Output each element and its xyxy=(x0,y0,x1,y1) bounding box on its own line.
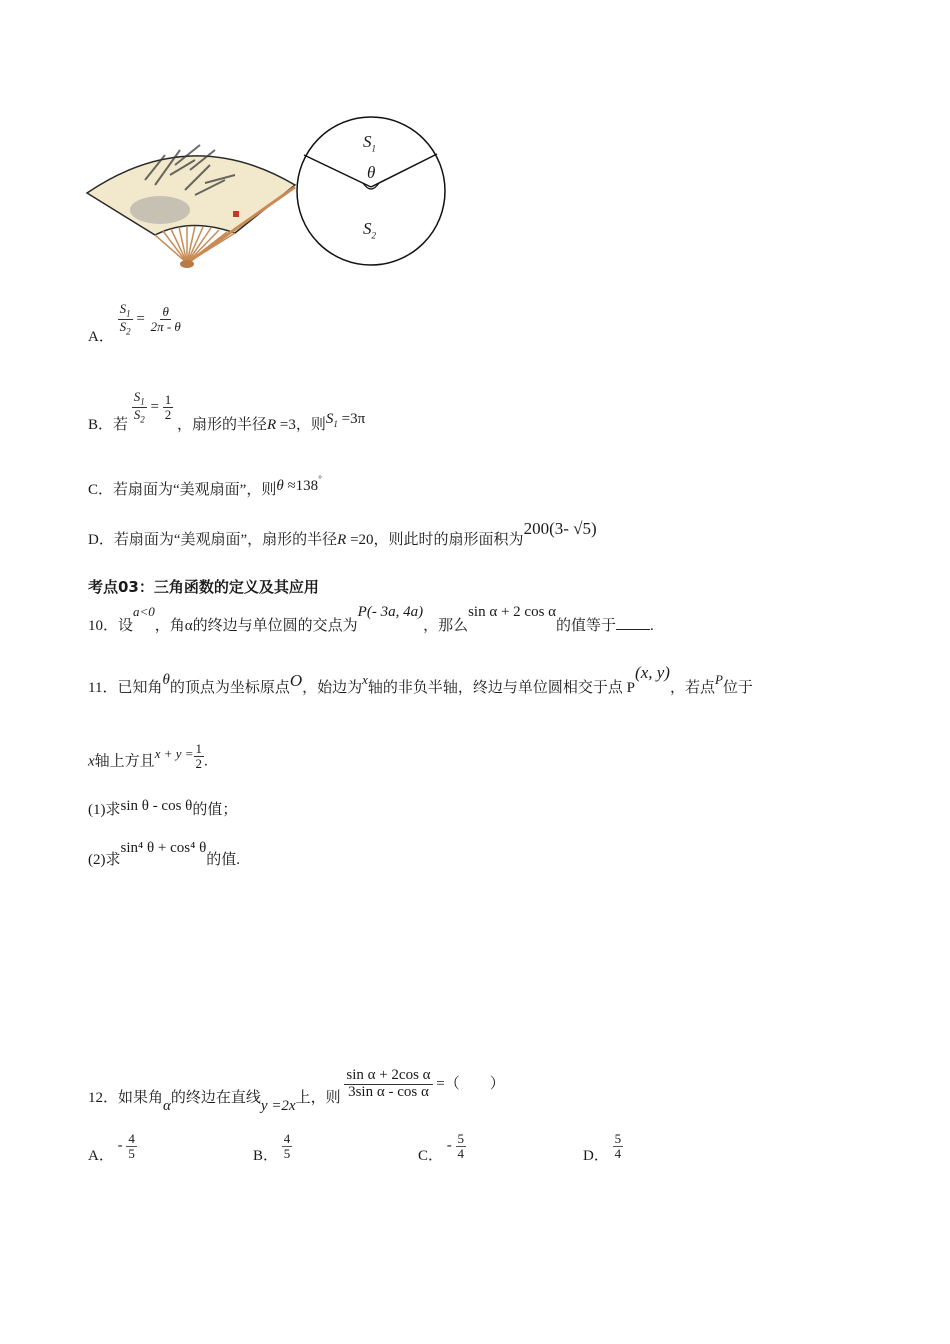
s1-label: $S_1$ xyxy=(363,132,376,154)
fraction: $\frac{1}{2}$ xyxy=(164,392,172,423)
theta-label: θ xyxy=(367,163,376,182)
question-12: 12．如果角α的终边在直线y =2x上，则 $\frac{\text{sin α + 2cos α}}{\text{3sin α - cos α}}$ =（ ） xyxy=(88,1067,505,1114)
sector-diagram xyxy=(295,115,450,270)
q12-option-b[interactable]: B． $\frac{4}{5}$ xyxy=(253,1131,291,1164)
q9-option-b: B．若 $\frac{S_1}{S_2}$ = $\frac{1}{2}$ ，扇形的半径R =3，则$S_1 =3\pi$ xyxy=(88,389,366,433)
fraction: $\frac{4}{5}$ xyxy=(128,1131,135,1161)
fraction: $\frac{1}{2}$ xyxy=(195,741,203,771)
fraction: $\frac{S_1}{S_2}$ xyxy=(119,301,131,337)
q12-option-d[interactable]: D． $\frac{5}{4}$ xyxy=(583,1131,622,1164)
q12-option-a[interactable]: A． - $\frac{4}{5}$ xyxy=(88,1131,135,1164)
q9-option-a: A． $\frac{S_1}{S_2}$ = $\frac{\theta}{2\pi - \theta}$ xyxy=(88,301,181,345)
question-11: 11．已知角θ的顶点为坐标原点O，始边为x轴的非负半轴，终边与单位圆相交于点 P(x, y)，若点P位于 xyxy=(88,663,753,696)
fraction: $\frac{\text{sin α + 2cos α}}{\text{3sin α - cos α}}$ xyxy=(346,1067,431,1100)
s2-label: $S_2$ xyxy=(363,219,376,241)
fraction: $\frac{S_1}{S_2}$ xyxy=(133,389,145,425)
question-11-line2: x轴上方且x + y = $\frac{1}{2}$ . xyxy=(88,741,208,771)
section-heading: 考点03：三角函数的定义及其应用 xyxy=(88,578,319,596)
fan-figure xyxy=(85,135,300,270)
fraction: $\frac{5}{4}$ xyxy=(457,1131,465,1161)
q12-option-c[interactable]: C． - $\frac{5}{4}$ xyxy=(418,1131,465,1164)
question-11-part-2: (2)求sin⁴ θ + cos⁴ θ的值. xyxy=(88,840,241,868)
q9-option-d: D．若扇面为“美观扇面”，扇形的半径R =20，则此时的扇形面积为200(3- √5) xyxy=(88,519,597,548)
q9-option-c: C．若扇面为“美观扇面”，则θ ≈138° xyxy=(88,474,322,498)
fraction: $\frac{\theta}{2\pi - \theta}$ xyxy=(150,304,181,335)
answer-blank[interactable] xyxy=(616,617,650,630)
question-10: 10．设a<0，角α的终边与单位圆的交点为P(- 3a, 4a)，那么sin α + 2 cos α的值等于 . xyxy=(88,604,654,634)
fraction: $\frac{5}{4}$ xyxy=(614,1131,622,1161)
question-11-part-1: (1)求sin θ - cos θ的值； xyxy=(88,798,238,818)
fraction: $\frac{4}{5}$ xyxy=(283,1131,291,1161)
folding-fan-image xyxy=(85,135,300,270)
